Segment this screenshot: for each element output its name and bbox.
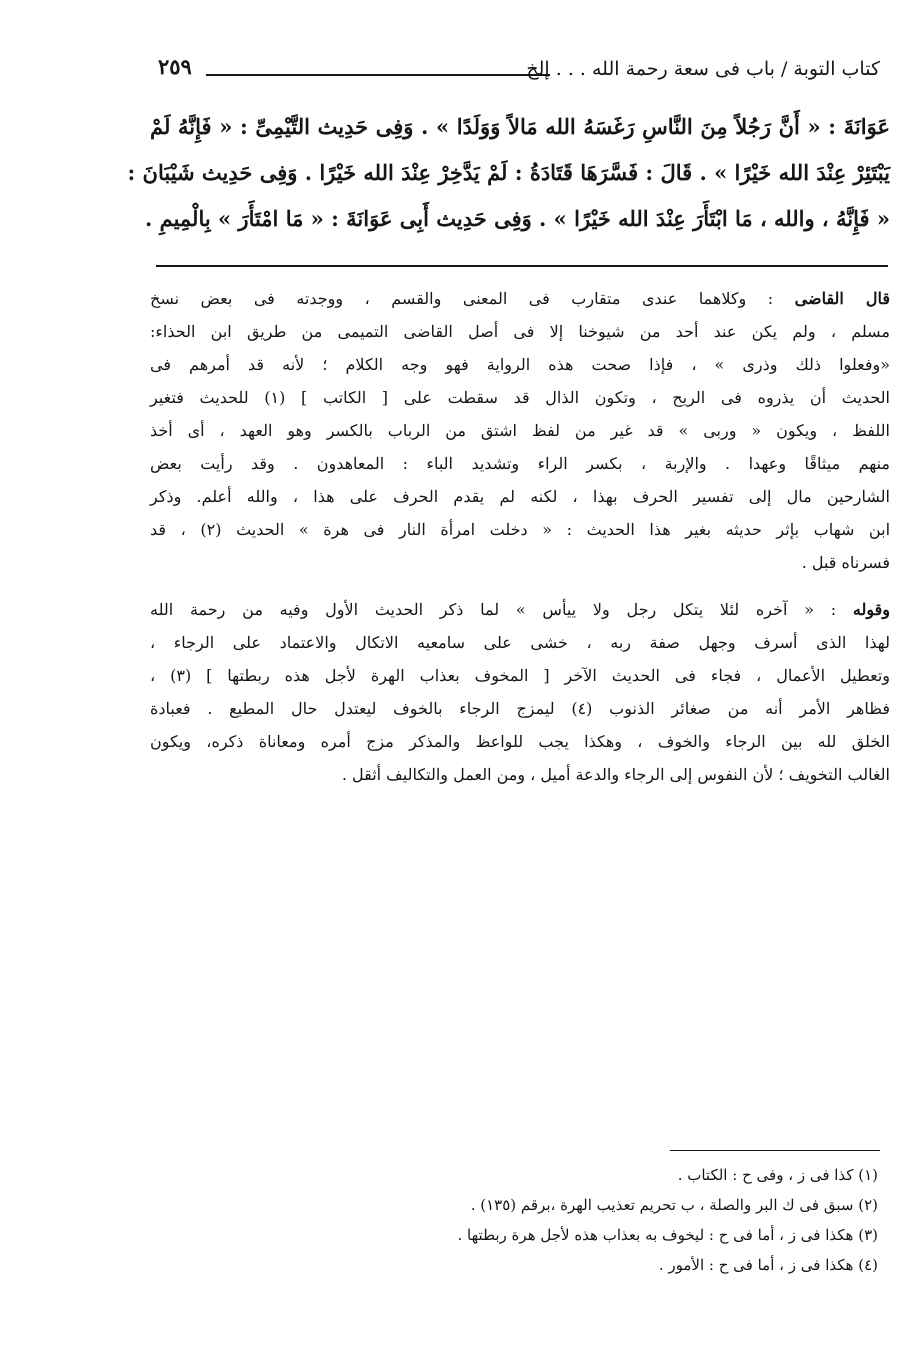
footnote-separator [670,1150,880,1151]
header-rule [206,74,550,76]
page-number: ٢٥٩ [158,54,192,79]
commentary-line [150,282,890,315]
paragraph-gap [150,579,890,593]
running-header [158,54,880,92]
commentary-line: الشارحين مال إلى تفسير الحرف بهذا ، لكنه لم يقدم الحرف على هذا ، والله أعلم. وذكر [150,487,890,506]
footnotes-block [158,1160,878,1280]
commentary-line: مسلم ، ولم يكن عند أحد من شيوخنا إلا فى أصل القاضى التميمى من طريق ابن الحذاء: [150,322,890,341]
hadith-line: عَوَانَةَ : « أَنَّ رَجُلاً مِنَ النَّاسِ رَغَسَهُ الله مَالاً وَوَلَدًا » . وَفِى حَدِيث التَّيْمِىِّ : « فَإِنَّهُ لَمْ [150,114,890,139]
qadi-lead: قال القاضى [794,289,890,308]
commentary-line: فظاهر الأمر أنه من صغائر الذنوب (٤) ليمزج الرجاء بالخوف ليعتدل حال المطيع . فعبادة [150,699,891,718]
header-title: كتاب التوبة / باب فى سعة رحمة الله . . . إلخ [526,58,880,80]
commentary-line: وتعطيل الأعمال ، فجاء فى الحديث الآخر [ المخوف بعذاب الهرة لأجل هذه ربطتها ] (٣) ، [150,666,890,685]
commentary-line: الحديث أن يذروه فى الريح ، وتكون الذال قد سقطت على [ الكاتب ] (١) للحديث فتغير [150,388,891,407]
commentary-line [150,593,890,626]
qawluhu-lead: وقوله [852,600,890,619]
commentary-line: فسرناه قبل . [801,553,890,572]
hadith-line: « فَإِنَّهُ ، والله ، مَا ابْتَأَرَ عِنْدَ الله خَيْرًا » . وَفِى حَدِيث أَبِى عَوَانَةَ : « مَا امْتَأَرَ » بِالْمِيمِ . [144,206,890,231]
line-text: : « آخره لئلا يتكل رجل ولا ييأس » لما ذكر الحديث الأول وفيه من رحمة الله [150,600,837,619]
footnote: (٣) هكذا فى ز ، أما فى ح : ليخوف به بعذاب هذه لأجل هرة ربطتها . [457,1226,878,1244]
commentary-line: الغالب التخويف ؛ لأن النفوس إلى الرجاء والدعة أميل ، ومن العمل والتكاليف أثقل . [341,765,890,784]
commentary-line: ابن شهاب بإثر حديثه بغير هذا الحديث : « دخلت امرأة النار فى هرة » الحديث (٢) ، قد [150,520,891,539]
footnote: (٢) سبق فى ك البر والصلة ، ب تحريم تعذيب الهرة ،برقم (١٣٥) . [470,1196,878,1214]
hadith-line: يَبْتَئِرْ عِنْدَ الله خَيْرًا » . قَالَ : فَسَّرَهَا قَتَادَةُ : لَمْ يَدَّخِرْ عِنْدَ الله خَيْرًا . وَفِى حَدِيث شَيْبَانَ : [127,160,890,185]
commentary-block [150,282,890,791]
line-text: : وكلاهما عندى متقارب فى المعنى والقسم ، ووجدته فى بعض نسخ [150,289,774,308]
footnote: (١) كذا فى ز ، وفى ح : الكتاب . [677,1166,878,1184]
section-separator [156,265,888,267]
commentary-line: «وفعلوا ذلك وذرى » ، فإذا صحت هذه الرواية فهو وجه الكلام ؛ لأنه قد أمرهم فى [150,355,890,374]
commentary-line: اللفظ ، ويكون « وربى » قد غير من لفظ اشتق من الرباب بالكسر وهو العهد ، أى أخذ [150,421,890,440]
commentary-line: لهذا الذى أسرف وجهل صفة ربه ، خشى على سامعيه الاتكال والاعتماد على الرجاء ، [150,633,890,652]
footnote: (٤) هكذا فى ز ، أما فى ح : الأمور . [658,1256,878,1274]
commentary-line: منهم ميثاقًا وعهدا . والإربة ، بكسر الراء وتشديد الباء : المعاهدون . وقد رأيت بعض [150,454,890,473]
commentary-line: الخلق لله بين الرجاء والخوف ، وهكذا يجب للواعظ والمذكر مزج أمره ومعاناة ذكره، ويكون [150,732,891,751]
hadith-text-block [127,104,890,242]
